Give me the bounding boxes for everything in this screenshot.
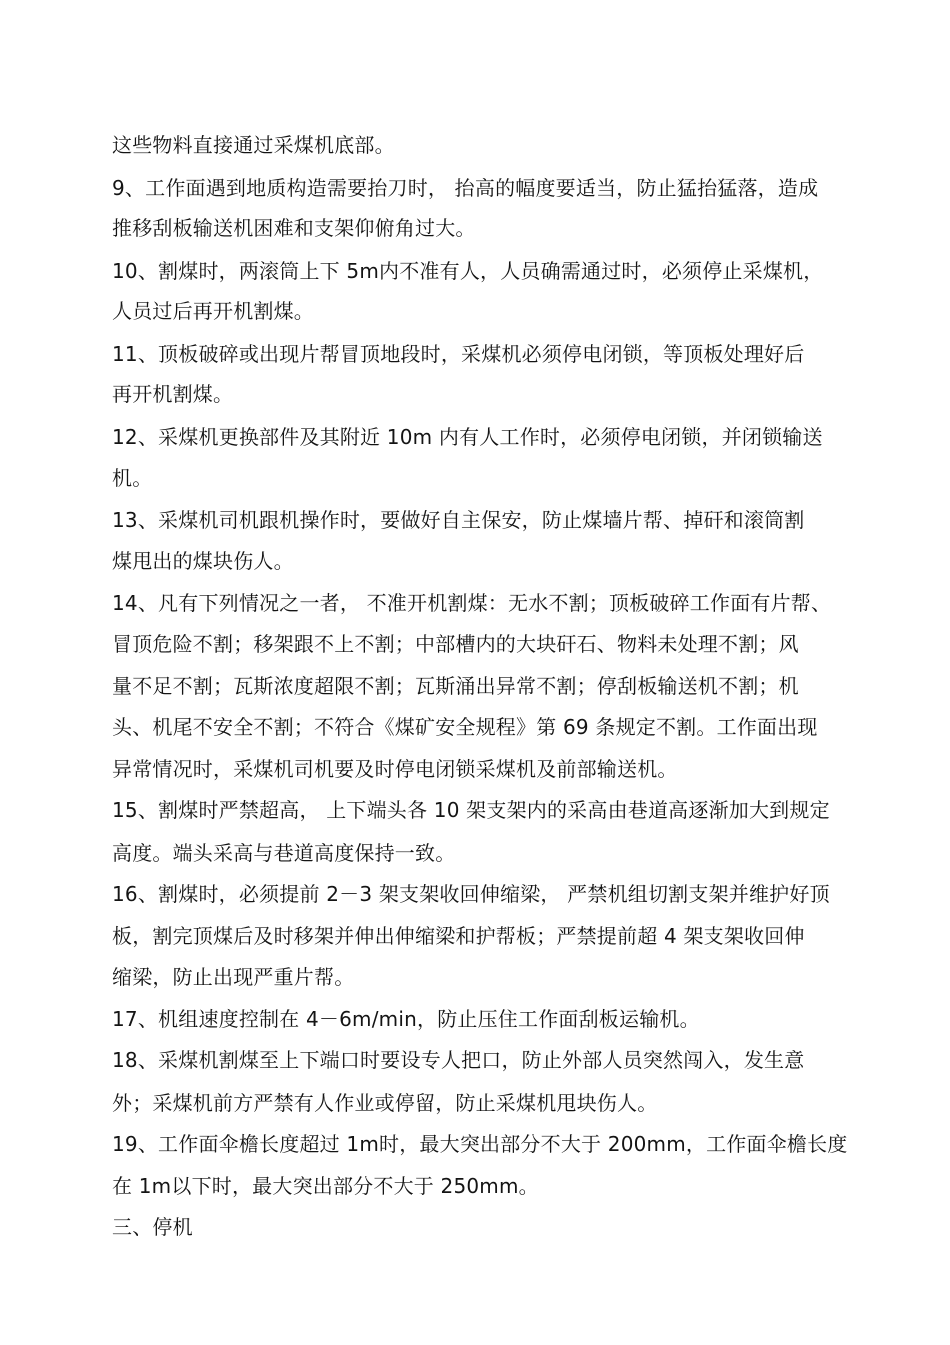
text-line: 9、工作面遇到地质构造需要抬刀时， 抬高的幅度要适当，防止猛抬猛落，造成 (112, 176, 819, 200)
text-line: 13、采煤机司机跟机操作时，要做好自主保安，防止煤墙片帮、掉矸和滚筒割 (112, 508, 805, 532)
text-line: 头、机尾不安全不割；不符合《煤矿安全规程》第 69 条规定不割。工作面出现 (112, 715, 818, 739)
text-line: 12、采煤机更换部件及其附近 10m 内有人工作时，必须停电闭锁，并闭锁输送 (112, 425, 823, 449)
text-line: 19、工作面伞檐长度超过 1m时，最大突出部分不大于 200mm，工作面伞檐长度 (112, 1132, 848, 1156)
text-line: 异常情况时，采煤机司机要及时停电闭锁采煤机及前部输送机。 (112, 757, 678, 781)
section-heading: 三、停机 (112, 1215, 193, 1239)
text-line: 推移刮板输送机困难和支架仰俯角过大。 (112, 216, 476, 240)
text-line: 高度。端头采高与巷道高度保持一致。 (112, 841, 456, 865)
text-line: 煤甩出的煤块伤人。 (112, 549, 294, 573)
text-line: 15、割煤时严禁超高， 上下端头各 10 架支架内的采高由巷道高逐渐加大到规定 (112, 798, 830, 822)
text-line: 14、凡有下列情况之一者， 不准开机割煤：无水不割；顶板破碎工作面有片帮、 (112, 591, 832, 615)
text-line: 这些物料直接通过采煤机底部。 (112, 133, 395, 157)
text-line: 量不足不割；瓦斯浓度超限不割；瓦斯涌出异常不割；停刮板输送机不割；机 (112, 674, 799, 698)
text-line: 机。 (112, 466, 153, 490)
text-line: 再开机割煤。 (112, 382, 234, 406)
text-line: 16、割煤时，必须提前 2－3 架支架收回伸缩梁， 严禁机组切割支架并维护好顶 (112, 882, 830, 906)
text-line: 缩梁，防止出现严重片帮。 (112, 965, 355, 989)
text-line: 17、机组速度控制在 4－6m/min，防止压住工作面刮板运输机。 (112, 1007, 700, 1031)
text-line: 在 1m以下时，最大突出部分不大于 250mm。 (112, 1174, 539, 1198)
text-line: 11、顶板破碎或出现片帮冒顶地段时，采煤机必须停电闭锁，等顶板处理好后 (112, 342, 805, 366)
text-line: 人员过后再开机割煤。 (112, 299, 314, 323)
text-line: 10、割煤时，两滚筒上下 5m内不准有人，人员确需通过时，必须停止采煤机， (112, 259, 824, 283)
text-line: 冒顶危险不割；移架跟不上不割；中部槽内的大块矸石、物料未处理不割；风 (112, 632, 799, 656)
text-line: 板，割完顶煤后及时移架并伸出伸缩梁和护帮板；严禁提前超 4 架支架收回伸 (112, 924, 805, 948)
text-line: 外；采煤机前方严禁有人作业或停留，防止采煤机甩块伤人。 (112, 1091, 658, 1115)
text-line: 18、采煤机割煤至上下端口时要设专人把口，防止外部人员突然闯入，发生意 (112, 1048, 805, 1072)
